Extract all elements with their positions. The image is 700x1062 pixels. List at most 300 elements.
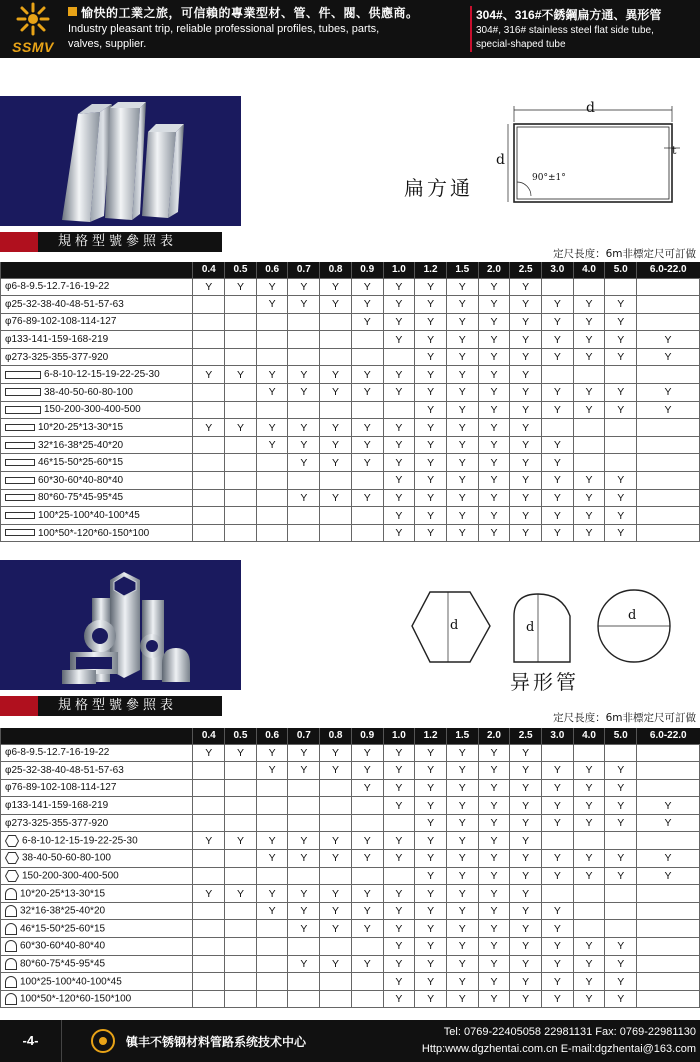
availability-cell <box>605 366 637 384</box>
availability-cell: Y <box>605 384 637 402</box>
availability-cell <box>225 436 257 454</box>
availability-cell: Y <box>383 973 415 991</box>
availability-cell: Y <box>288 744 320 762</box>
table-header-row <box>1 262 700 278</box>
availability-cell: Y <box>446 762 478 780</box>
availability-cell: Y <box>351 762 383 780</box>
availability-cell: Y <box>415 762 447 780</box>
availability-cell: Y <box>573 762 605 780</box>
availability-cell: Y <box>383 472 415 490</box>
availability-cell: Y <box>478 472 510 490</box>
spec-name: 100*50*-120*60-150*100 <box>20 993 132 1005</box>
table-row <box>1 990 700 1008</box>
availability-cell <box>573 436 605 454</box>
availability-cell: Y <box>573 867 605 885</box>
thickness-header: 0.8 <box>320 262 352 278</box>
availability-cell <box>193 779 225 797</box>
spec-name-cell <box>1 348 193 366</box>
availability-cell <box>383 814 415 832</box>
availability-cell: Y <box>573 401 605 419</box>
availability-cell: Y <box>510 973 542 991</box>
availability-cell <box>637 902 700 920</box>
availability-cell: Y <box>478 278 510 296</box>
arch-shape <box>514 594 570 662</box>
availability-cell: Y <box>605 938 637 956</box>
availability-cell: Y <box>415 348 447 366</box>
availability-cell: Y <box>415 472 447 490</box>
availability-cell: Y <box>383 762 415 780</box>
thickness-header: 0.4 <box>193 728 225 744</box>
availability-cell: Y <box>573 814 605 832</box>
availability-cell: Y <box>478 507 510 525</box>
availability-cell <box>320 507 352 525</box>
availability-cell <box>193 762 225 780</box>
availability-cell: Y <box>446 348 478 366</box>
dim-t-label: t <box>672 144 677 157</box>
spec-name-cell <box>1 779 193 797</box>
availability-cell: Y <box>510 524 542 542</box>
availability-cell <box>193 384 225 402</box>
availability-cell: Y <box>510 920 542 938</box>
spec-name: φ25-32-38-40-48-51-57-63 <box>5 764 124 776</box>
availability-cell: Y <box>415 489 447 507</box>
spec-heading-2 <box>0 696 700 724</box>
availability-cell <box>383 867 415 885</box>
availability-cell <box>225 762 257 780</box>
availability-cell <box>351 973 383 991</box>
table-row <box>1 296 700 314</box>
availability-cell: Y <box>446 902 478 920</box>
availability-cell: Y <box>415 419 447 437</box>
thickness-header: 5.0 <box>605 262 637 278</box>
spec-name: φ6-8-9.5-12.7-16-19-22 <box>5 281 110 293</box>
availability-cell <box>637 454 700 472</box>
availability-cell <box>637 973 700 991</box>
thickness-header: 6.0-22.0 <box>637 728 700 744</box>
table-row <box>1 814 700 832</box>
availability-cell: Y <box>510 419 542 437</box>
table-row <box>1 797 700 815</box>
arch-tube-icon <box>5 923 17 935</box>
availability-cell: Y <box>383 278 415 296</box>
availability-cell <box>637 296 700 314</box>
dim-angle-label: 90°±1° <box>532 173 566 183</box>
availability-cell <box>193 973 225 991</box>
availability-cell: Y <box>510 902 542 920</box>
availability-cell <box>256 920 288 938</box>
product-title-en-line1: 304#, 316# stainless steel flat side tube, <box>476 25 654 36</box>
availability-cell: Y <box>383 797 415 815</box>
availability-cell <box>288 779 320 797</box>
availability-cell: Y <box>637 867 700 885</box>
square-tube-icon <box>5 406 41 414</box>
availability-cell: Y <box>478 920 510 938</box>
availability-cell <box>605 885 637 903</box>
flat-tube-icon <box>5 512 35 519</box>
availability-cell <box>637 489 700 507</box>
availability-cell: Y <box>541 331 573 349</box>
spec-name-cell <box>1 454 193 472</box>
availability-cell: Y <box>605 973 637 991</box>
thickness-header: 4.0 <box>573 262 605 278</box>
availability-cell: Y <box>510 313 542 331</box>
availability-cell <box>637 366 700 384</box>
availability-cell <box>193 331 225 349</box>
table-row <box>1 278 700 296</box>
availability-cell: Y <box>383 419 415 437</box>
availability-cell: Y <box>288 436 320 454</box>
availability-cell: Y <box>510 348 542 366</box>
availability-cell: Y <box>510 832 542 850</box>
availability-cell <box>225 472 257 490</box>
availability-cell: Y <box>288 762 320 780</box>
availability-cell: Y <box>383 955 415 973</box>
availability-cell: Y <box>510 990 542 1008</box>
availability-cell <box>383 401 415 419</box>
availability-cell: Y <box>573 779 605 797</box>
spec-name: φ76-89-102-108-114-127 <box>5 782 117 794</box>
availability-cell <box>351 867 383 885</box>
table-row <box>1 902 700 920</box>
availability-cell <box>225 384 257 402</box>
availability-cell <box>541 366 573 384</box>
availability-cell: Y <box>320 384 352 402</box>
spec-name: 46*15-50*25-60*15 <box>38 457 124 469</box>
availability-cell <box>225 348 257 366</box>
flat-tube-icon <box>5 424 35 431</box>
flat-tube-cross-section-diagram <box>484 100 694 210</box>
availability-cell: Y <box>446 454 478 472</box>
spec-heading-1-note: 定尺長度：6m非標定尺可訂做 <box>553 248 696 260</box>
thickness-header: 5.0 <box>605 728 637 744</box>
availability-cell: Y <box>541 348 573 366</box>
hexagon-tube-icon <box>5 835 19 847</box>
availability-cell <box>256 973 288 991</box>
spec-name: 32*16-38*25-40*20 <box>20 905 106 917</box>
spec-column-header <box>1 262 193 278</box>
availability-cell <box>193 472 225 490</box>
availability-cell: Y <box>510 472 542 490</box>
availability-cell <box>288 797 320 815</box>
availability-cell: Y <box>510 885 542 903</box>
availability-cell <box>637 832 700 850</box>
availability-cell: Y <box>256 419 288 437</box>
availability-cell: Y <box>573 973 605 991</box>
availability-cell <box>351 507 383 525</box>
spec-name: 150-200-300-400-500 <box>22 870 119 882</box>
spec-name: 38-40-50-60-80-100 <box>44 386 133 398</box>
table-header-row <box>1 728 700 744</box>
availability-cell: Y <box>415 990 447 1008</box>
availability-cell <box>225 507 257 525</box>
availability-cell <box>256 489 288 507</box>
availability-cell: Y <box>478 454 510 472</box>
availability-cell: Y <box>320 489 352 507</box>
availability-cell <box>288 938 320 956</box>
availability-cell: Y <box>383 296 415 314</box>
availability-cell <box>637 313 700 331</box>
footer-logo-icon <box>90 1028 116 1054</box>
spec-name-cell <box>1 507 193 525</box>
slogan-en-line1: Industry pleasant trip, reliable professional profiles, tubes, parts, <box>68 23 380 35</box>
thickness-header: 1.2 <box>415 728 447 744</box>
availability-cell <box>225 779 257 797</box>
availability-cell: Y <box>637 348 700 366</box>
availability-cell: Y <box>541 867 573 885</box>
availability-cell: Y <box>415 331 447 349</box>
availability-cell: Y <box>478 850 510 868</box>
availability-cell: Y <box>510 955 542 973</box>
spec-name-cell <box>1 331 193 349</box>
availability-cell <box>256 454 288 472</box>
availability-cell: Y <box>351 885 383 903</box>
availability-cell <box>193 938 225 956</box>
availability-cell <box>193 850 225 868</box>
availability-cell <box>256 938 288 956</box>
availability-cell: Y <box>383 331 415 349</box>
table-row <box>1 401 700 419</box>
flat-tube-label: 扁方通 <box>404 176 473 200</box>
availability-cell: Y <box>541 938 573 956</box>
availability-cell: Y <box>510 779 542 797</box>
availability-cell <box>225 489 257 507</box>
availability-cell <box>288 990 320 1008</box>
availability-cell: Y <box>446 384 478 402</box>
availability-cell: Y <box>351 489 383 507</box>
availability-cell <box>256 507 288 525</box>
availability-cell <box>351 401 383 419</box>
availability-cell: Y <box>320 278 352 296</box>
spec-name: 100*50*-120*60-150*100 <box>38 527 150 539</box>
thickness-header: 6.0-22.0 <box>637 262 700 278</box>
availability-cell: Y <box>446 296 478 314</box>
availability-cell <box>193 313 225 331</box>
availability-cell: Y <box>351 955 383 973</box>
availability-cell <box>193 955 225 973</box>
availability-cell <box>193 489 225 507</box>
table-row <box>1 744 700 762</box>
availability-cell <box>351 348 383 366</box>
flat-tubes-illustration-icon <box>0 96 241 226</box>
table-row <box>1 973 700 991</box>
availability-cell: Y <box>605 348 637 366</box>
availability-cell <box>225 920 257 938</box>
availability-cell: Y <box>383 744 415 762</box>
availability-cell <box>320 313 352 331</box>
availability-cell: Y <box>541 920 573 938</box>
availability-cell <box>288 507 320 525</box>
spec-name: φ273-325-355-377-920 <box>5 817 109 829</box>
availability-cell <box>288 313 320 331</box>
availability-cell: Y <box>288 454 320 472</box>
availability-cell: Y <box>415 902 447 920</box>
header-product <box>476 6 700 51</box>
availability-cell <box>288 814 320 832</box>
availability-cell <box>320 990 352 1008</box>
hexagon-tube-icon <box>5 870 19 882</box>
table-row <box>1 524 700 542</box>
availability-cell: Y <box>446 885 478 903</box>
availability-cell: Y <box>193 366 225 384</box>
spec-name-cell <box>1 524 193 542</box>
thickness-header: 0.6 <box>256 262 288 278</box>
availability-cell: Y <box>225 366 257 384</box>
table-row <box>1 419 700 437</box>
availability-cell <box>573 744 605 762</box>
page-header <box>0 0 700 58</box>
availability-cell <box>225 454 257 472</box>
availability-cell <box>605 902 637 920</box>
table-row <box>1 436 700 454</box>
spec-name: 38-40-50-60-80-100 <box>22 853 111 864</box>
table-row <box>1 955 700 973</box>
thickness-header: 0.7 <box>288 262 320 278</box>
availability-cell: Y <box>541 472 573 490</box>
availability-cell: Y <box>605 401 637 419</box>
availability-cell: Y <box>510 850 542 868</box>
spec-name: φ273-325-355-377-920 <box>5 351 109 363</box>
availability-cell: Y <box>478 384 510 402</box>
thickness-header: 0.7 <box>288 728 320 744</box>
spec-name-cell <box>1 990 193 1008</box>
footer-tel: Tel: 0769-22405058 22981131 Fax: 0769-22981130 <box>443 1026 696 1038</box>
availability-cell <box>320 797 352 815</box>
availability-cell: Y <box>510 744 542 762</box>
table-row <box>1 313 700 331</box>
product-title-zh: 304#、316#不銹鋼扁方通、異形管 <box>476 8 662 22</box>
availability-cell: Y <box>446 419 478 437</box>
availability-cell: Y <box>351 850 383 868</box>
availability-cell: Y <box>573 938 605 956</box>
availability-cell: Y <box>383 507 415 525</box>
special-tubes-illustration-icon <box>0 560 241 690</box>
availability-cell: Y <box>256 832 288 850</box>
availability-cell <box>541 278 573 296</box>
availability-cell: Y <box>256 744 288 762</box>
availability-cell: Y <box>320 920 352 938</box>
availability-cell: Y <box>605 850 637 868</box>
availability-cell <box>605 436 637 454</box>
availability-cell: Y <box>383 902 415 920</box>
availability-cell <box>256 779 288 797</box>
availability-cell <box>288 401 320 419</box>
availability-cell: Y <box>605 797 637 815</box>
availability-cell: Y <box>605 489 637 507</box>
dim-d-top-label: d <box>586 100 595 116</box>
availability-cell: Y <box>510 331 542 349</box>
availability-cell <box>225 973 257 991</box>
availability-cell: Y <box>541 384 573 402</box>
availability-cell <box>605 832 637 850</box>
availability-cell: Y <box>510 938 542 956</box>
availability-cell: Y <box>510 384 542 402</box>
availability-cell <box>256 524 288 542</box>
availability-cell: Y <box>383 990 415 1008</box>
availability-cell: Y <box>351 832 383 850</box>
availability-cell: Y <box>446 797 478 815</box>
special-tube-photo <box>0 560 241 690</box>
availability-cell: Y <box>541 296 573 314</box>
availability-cell <box>351 814 383 832</box>
availability-cell <box>637 990 700 1008</box>
availability-cell: Y <box>415 313 447 331</box>
availability-cell: Y <box>573 524 605 542</box>
thickness-header: 0.4 <box>193 262 225 278</box>
availability-cell: Y <box>320 744 352 762</box>
availability-cell <box>320 938 352 956</box>
availability-cell: Y <box>541 436 573 454</box>
availability-cell: Y <box>605 762 637 780</box>
availability-cell: Y <box>415 278 447 296</box>
availability-cell: Y <box>288 920 320 938</box>
availability-cell <box>288 472 320 490</box>
availability-cell <box>320 867 352 885</box>
availability-cell: Y <box>288 366 320 384</box>
table-row <box>1 762 700 780</box>
availability-cell <box>351 990 383 1008</box>
availability-cell: Y <box>541 797 573 815</box>
availability-cell <box>193 902 225 920</box>
availability-cell: Y <box>320 296 352 314</box>
availability-cell <box>573 902 605 920</box>
availability-cell: Y <box>288 296 320 314</box>
availability-cell: Y <box>320 902 352 920</box>
spec-name: 80*60-75*45-95*45 <box>20 958 106 970</box>
availability-cell: Y <box>478 902 510 920</box>
availability-cell <box>637 507 700 525</box>
availability-cell: Y <box>541 489 573 507</box>
availability-cell <box>193 524 225 542</box>
availability-cell <box>605 419 637 437</box>
page-number: -4- <box>0 1020 62 1062</box>
sun-logo-icon <box>16 2 50 36</box>
availability-cell <box>193 797 225 815</box>
availability-cell: Y <box>446 313 478 331</box>
availability-cell: Y <box>446 472 478 490</box>
spec-heading-2-note: 定尺長度：6m非標定尺可訂做 <box>553 712 696 724</box>
spec-name-cell <box>1 797 193 815</box>
table-row <box>1 507 700 525</box>
availability-cell: Y <box>605 313 637 331</box>
footer-web: Http:www.dgzhentai.com.cn E-mail:dgzhentai@163.com <box>421 1043 696 1055</box>
spec-name: 100*25-100*40-100*45 <box>38 510 140 522</box>
availability-cell: Y <box>383 938 415 956</box>
availability-cell <box>320 331 352 349</box>
thickness-header: 0.5 <box>225 262 257 278</box>
thickness-header: 0.6 <box>256 728 288 744</box>
availability-cell: Y <box>510 867 542 885</box>
availability-cell <box>256 814 288 832</box>
availability-cell: Y <box>637 384 700 402</box>
spec-table-flat-tube <box>0 262 700 542</box>
availability-cell: Y <box>383 850 415 868</box>
availability-cell: Y <box>351 920 383 938</box>
spec-name-cell <box>1 384 193 402</box>
spec-name: 10*20-25*13-30*15 <box>20 888 106 900</box>
availability-cell: Y <box>605 814 637 832</box>
availability-cell: Y <box>637 401 700 419</box>
availability-cell: Y <box>510 489 542 507</box>
availability-cell: Y <box>351 366 383 384</box>
table-row <box>1 832 700 850</box>
availability-cell: Y <box>446 990 478 1008</box>
thickness-header: 0.8 <box>320 728 352 744</box>
thickness-header: 1.5 <box>446 262 478 278</box>
spec-heading-2-title: 規格型號參照表 <box>0 696 222 716</box>
availability-cell: Y <box>478 814 510 832</box>
availability-cell: Y <box>478 797 510 815</box>
table-row <box>1 867 700 885</box>
